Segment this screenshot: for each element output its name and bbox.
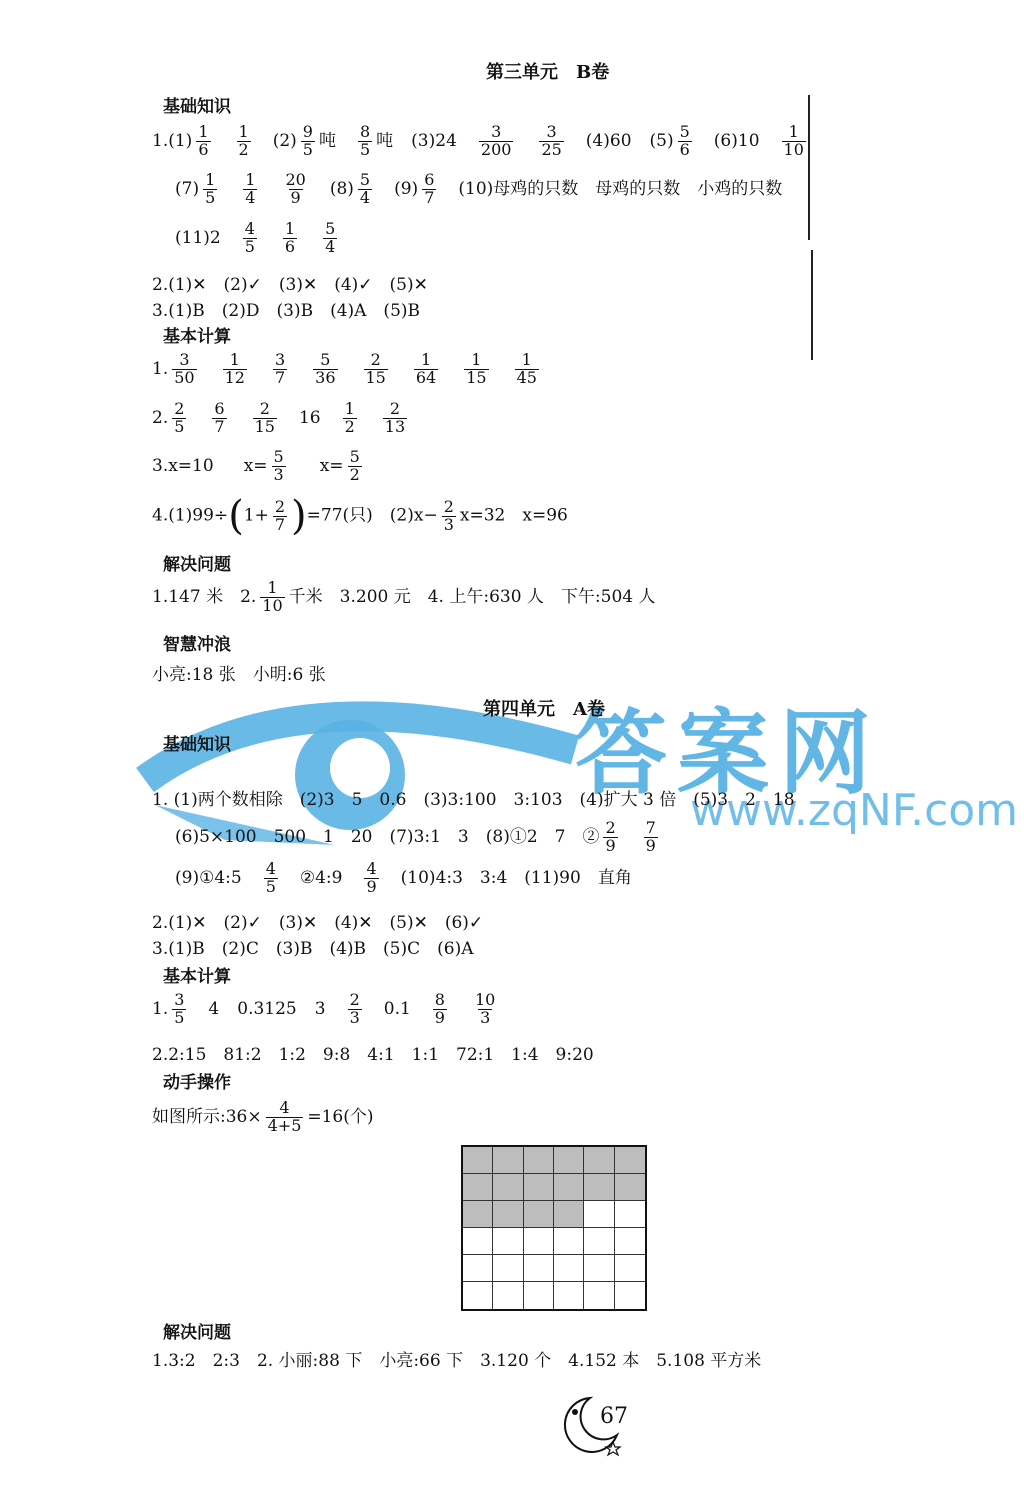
fraction: $\frac{7}{9}$ (645, 818, 656, 855)
grid-cell (493, 1174, 523, 1201)
grid-cell (554, 1201, 584, 1228)
fraction: $\frac{2}{13}$ (384, 399, 406, 436)
section-problem-solving: 解决问题 (163, 1323, 231, 1343)
fraction: $\frac{6}{7}$ (214, 399, 225, 436)
fraction: $\frac{3}{7}$ (274, 350, 286, 387)
grid-cell (493, 1282, 523, 1309)
section-basic-knowledge: 基础知识 (163, 735, 231, 755)
grid-cell (584, 1255, 614, 1282)
fraction: $\frac{5}{4}$ (359, 170, 371, 207)
scan-line (808, 95, 810, 240)
fraction: $\frac{1}{5}$ (205, 170, 216, 207)
fraction: $\frac{4}{5}$ (244, 219, 255, 256)
grid-cell (615, 1255, 645, 1282)
fraction: $\frac{8}{9}$ (434, 990, 445, 1027)
fraction: $\frac{4}{9}$ (366, 859, 377, 896)
fraction: $\frac{4}{5}$ (265, 859, 276, 896)
grid-cell (463, 1174, 493, 1201)
grid-cell (524, 1174, 554, 1201)
u3-q1-line3: (11)2 $\frac{4}{5}$ $\frac{1}{6}$ $\frac{5}{4}$ (175, 219, 336, 256)
u3-wisdom-answer: 小亮:18 张 小明:6 张 (152, 665, 326, 685)
section-basic-calc: 基本计算 (163, 967, 231, 987)
u4-operation: 如图所示:36× $\frac{4}{4+5}$ =16(个) (152, 1098, 374, 1135)
u3-calc1: 1. $\frac{3}{50}$ $\frac{1}{12}$ $\frac{3}{7}$ $\frac{5}{36}$ $\frac{2}{15}$ $\frac{1}{64}$ $\frac{1}{15}$ $\frac{1}{45}$ (152, 350, 537, 387)
grid-cell (615, 1147, 645, 1174)
grid-cell (493, 1255, 523, 1282)
grid-cell (493, 1228, 523, 1255)
fraction: $\frac{3}{200}$ (480, 122, 512, 159)
u3-calc4: 4.(1)99÷(1+ $\frac{2}{7}$ )=77(只) (2)x− $\frac{2}{3}$ x=32 x=96 (152, 493, 568, 539)
u3-calc3: 3.x=10 x= $\frac{5}{3}$ x= $\frac{5}{2}$ (152, 447, 360, 484)
fraction: $\frac{1}{10}$ (783, 122, 804, 159)
fraction: $\frac{1}{6}$ (198, 122, 209, 159)
fraction: $\frac{9}{5}$ (302, 122, 313, 159)
fraction: $\frac{2}{7}$ (274, 496, 286, 534)
u4-q1-line2: (6)5×100 500 1 20 (7)3:1 3 (8)①2 7 ② $\frac{2}{9}$ $\frac{7}{9}$ (175, 818, 656, 855)
section-hands-on: 动手操作 (163, 1073, 231, 1093)
grid-cell (615, 1174, 645, 1201)
grid-cell (584, 1174, 614, 1201)
fraction: $\frac{2}{3}$ (349, 990, 360, 1027)
grid-cell (584, 1282, 614, 1309)
fraction: $\frac{5}{4}$ (325, 219, 336, 256)
section-wisdom: 智慧冲浪 (163, 635, 231, 655)
u4-q1-line3: (9)①4:5 $\frac{4}{5}$ ②4:9 $\frac{4}{9}$ (10)4:3 3:4 (11)90 直角 (175, 859, 632, 896)
u4-q1-line1: 1. (1)两个数相除 (2)3 5 0.6 (3)3:100 3:103 (4)扩大 3 倍 (5)3 2 18 (152, 790, 795, 810)
fraction: $\frac{5}{36}$ (315, 350, 336, 387)
u4-q2: 2.(1)✕ (2)✓ (3)✕ (4)✕ (5)✕ (6)✓ (152, 913, 484, 933)
u3-calc2: 2. $\frac{2}{5}$ $\frac{6}{7}$ $\frac{2}{15}$ 16 $\frac{1}{2}$ $\frac{2}{13}$ (152, 399, 406, 436)
fraction: $\frac{1}{45}$ (516, 350, 537, 387)
scan-line (811, 250, 813, 360)
watermark-text: 答案网 (575, 700, 882, 807)
page-number: 67 (600, 1404, 628, 1429)
fraction: $\frac{1}{64}$ (415, 350, 437, 387)
grid-cell (524, 1255, 554, 1282)
grid-cell (463, 1282, 493, 1309)
grid-cell (463, 1201, 493, 1228)
grid-cell (554, 1255, 584, 1282)
fraction: $\frac{5}{3}$ (273, 447, 284, 484)
grid-cell (463, 1228, 493, 1255)
section-problem-solving: 解决问题 (163, 555, 231, 575)
unit3-title: 第三单元 B卷 (486, 62, 610, 83)
grid-cell (615, 1228, 645, 1255)
fraction: $\frac{1}{12}$ (224, 350, 245, 387)
grid-cell (524, 1228, 554, 1255)
u3-q3: 3.(1)B (2)D (3)B (4)A (5)B (152, 301, 421, 321)
fraction: $\frac{1}{4}$ (245, 170, 256, 207)
u3-solve: 1.147 米 2. $\frac{1}{10}$ 千米 3.200 元 4. 上午:630 人 下午:504 人 (152, 578, 656, 615)
u3-q2: 2.(1)✕ (2)✓ (3)✕ (4)✓ (5)✕ (152, 275, 428, 295)
fraction: $\frac{2}{3}$ (443, 496, 454, 534)
fraction: $\frac{3}{25}$ (541, 122, 562, 159)
shaded-grid-figure (461, 1145, 647, 1311)
fraction: $\frac{1}{6}$ (284, 219, 296, 256)
grid-cell (493, 1201, 523, 1228)
fraction: $\frac{1}{10}$ (262, 578, 283, 615)
grid-cell (584, 1201, 614, 1228)
u3-q1-line2: (7) $\frac{1}{5}$ $\frac{1}{4}$ $\frac{20}{9}$ (8) $\frac{5}{4}$ (9) $\frac{6}{7}$ (10)母鸡的只数 母鸡的只数 小鸡的只数 (175, 170, 783, 207)
grid-cell (524, 1282, 554, 1309)
fraction: $\frac{2}{15}$ (365, 350, 386, 387)
grid-cell (463, 1147, 493, 1174)
grid-cell (554, 1228, 584, 1255)
u4-solve: 1.3:2 2:3 2. 小丽:88 下 小亮:66 下 3.120 个 4.152 本 5.108 平方米 (152, 1351, 762, 1371)
section-basic-knowledge: 基础知识 (163, 97, 231, 117)
fraction: $\frac{5}{2}$ (349, 447, 360, 484)
fraction: $\frac{5}{6}$ (679, 122, 690, 159)
u4-calc1: 1. $\frac{3}{5}$ 4 0.3125 3 $\frac{2}{3}$ 0.1 $\frac{8}{9}$ $\frac{10}{3}$ (152, 990, 496, 1027)
fraction: $\frac{8}{5}$ (359, 122, 371, 159)
grid-cell (554, 1174, 584, 1201)
fraction: $\frac{20}{9}$ (285, 170, 306, 207)
fraction: $\frac{3}{50}$ (174, 350, 195, 387)
grid-cell (584, 1147, 614, 1174)
grid-cell (615, 1282, 645, 1309)
grid-cell (554, 1147, 584, 1174)
u3-q1-line1: 1.(1) $\frac{1}{6}$ $\frac{1}{2}$ (2) $\frac{9}{5}$ 吨 $\frac{8}{5}$ 吨 (3)24 $\frac{3}{200}$ $\frac{3}{25}$ (4)60 (5) $\frac{5}{6}$ (6)10 $\frac{1}{10}$ (152, 122, 804, 159)
section-basic-calc: 基本计算 (163, 327, 231, 347)
fraction: $\frac{2}{5}$ (174, 399, 185, 436)
watermark-url: www.zqNF.com (690, 785, 1019, 836)
fraction: $\frac{1}{2}$ (238, 122, 249, 159)
grid-cell (493, 1147, 523, 1174)
u4-q3: 3.(1)B (2)C (3)B (4)B (5)C (6)A (152, 939, 474, 959)
grid-cell (524, 1201, 554, 1228)
fraction: $\frac{6}{7}$ (424, 170, 435, 207)
grid-cell (524, 1147, 554, 1174)
fraction: $\frac{2}{9}$ (605, 818, 616, 855)
grid-cell (463, 1255, 493, 1282)
grid-cell (584, 1228, 614, 1255)
u4-calc2: 2.2:15 81:2 1:2 9:8 4:1 1:1 72:1 1:4 9:20 (152, 1045, 594, 1065)
fraction: $\frac{10}{3}$ (474, 990, 496, 1027)
fraction: $\frac{1}{15}$ (466, 350, 487, 387)
grid-cell (554, 1282, 584, 1309)
unit4-title: 第四单元 A卷 (483, 699, 605, 720)
grid-cell (615, 1201, 645, 1228)
fraction: $\frac{1}{2}$ (344, 399, 355, 436)
fraction: $\frac{4}{4+5}$ (267, 1098, 302, 1135)
fraction: $\frac{2}{15}$ (254, 399, 275, 436)
fraction: $\frac{3}{5}$ (174, 990, 185, 1027)
